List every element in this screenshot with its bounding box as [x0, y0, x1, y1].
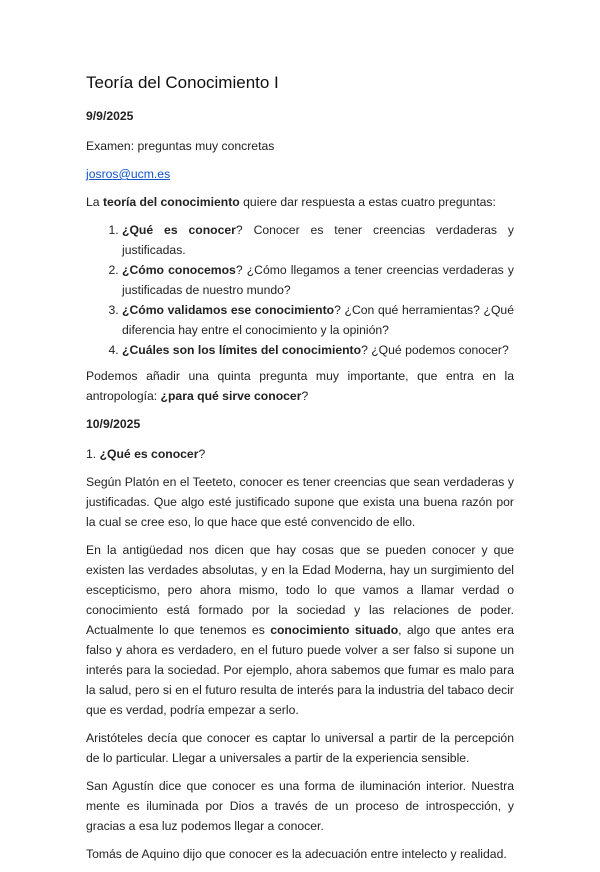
question-bold: ¿Qué es conocer	[122, 223, 236, 237]
intro-pre: La	[86, 195, 103, 209]
fifth-bold: ¿para qué sirve conocer	[160, 389, 302, 403]
antiguedad-pre: En la antigüedad nos dicen que hay cosas que se pueden conocer y que existen las verdades absolutas, y en la Edad Moderna, hay un surgimiento del escepticismo, pero ahora mismo, todo lo que vamos a llamar verdad o conocimiento está formado por la sociedad y las relaciones de poder. Actualmente lo que tenemos es	[86, 543, 514, 637]
paragraph-platon: Según Platón en el Teeteto, conocer es tener creencias que sean verdaderas y justificadas. Que algo esté justificado supone que exista una buena razón por la cual se cree eso, lo que hace que esté convencido de ello.	[86, 475, 514, 529]
document-title: Teoría del Conocimiento I	[86, 73, 279, 92]
antiguedad-bold: conocimiento situado	[270, 623, 399, 637]
fifth-post: ?	[301, 389, 309, 403]
question-bold: ¿Cuáles son los límites del conocimiento	[122, 343, 362, 357]
section-number: 1.	[86, 447, 100, 461]
paragraph-antiguedad	[86, 540, 514, 720]
intro-bold: teoría del conocimiento	[102, 195, 240, 209]
question-rest: ? ¿Cómo llegamos a tener creencias verdaderas y justificadas de nuestro mundo?	[122, 263, 514, 297]
question-rest: ? ¿Con qué herramientas? ¿Qué diferencia hay entre el conocimiento y la opinión?	[122, 303, 514, 337]
intro-post: quiere dar respuesta a estas cuatro preguntas:	[239, 195, 496, 209]
question-bold: ¿Cómo validamos ese conocimiento	[122, 303, 335, 317]
paragraph-aquino: Tomás de Aquino dijo que conocer es la adecuación entre intelecto y realidad.	[86, 847, 507, 861]
section-bold: ¿Qué es conocer	[99, 447, 199, 461]
list-item	[122, 220, 514, 260]
question-bold: ¿Cómo conocemos	[122, 263, 236, 277]
email-link[interactable]: josros@ucm.es	[86, 167, 171, 181]
paragraph-aristoteles: Aristóteles decía que conocer es captar lo universal a partir de la percepción de lo particular. Llegar a universales a partir de la experiencia sensible.	[86, 731, 514, 765]
paragraph-agustin: San Agustín dice que conocer es una forma de iluminación interior. Nuestra mente es iluminada por Dios a través de un proceso de introspección, y gracias a esa luz podemos llegar a conocer.	[86, 779, 514, 833]
section-post: ?	[198, 447, 206, 461]
intro-paragraph	[86, 192, 514, 212]
document-page	[86, 70, 514, 872]
list-item	[122, 300, 514, 340]
questions-list	[86, 220, 514, 360]
exam-note: Examen: preguntas muy concretas	[86, 139, 275, 153]
list-item	[122, 340, 514, 360]
section-heading	[86, 444, 514, 464]
date-heading-1: 9/9/2025	[86, 109, 134, 123]
question-rest: ? Conocer es tener creencias verdaderas y justificadas.	[122, 223, 514, 257]
list-item	[122, 260, 514, 300]
antiguedad-post: , algo que antes era falso y ahora es verdadero, en el futuro puede volver a ser falso si supone un interés para la sociedad. Por ejemplo, ahora sabemos que fumar es malo para la salud, pero si en el futuro resulta de interés para la industria del tabaco decir que es verdad, podría empezar a serlo.	[86, 623, 514, 717]
email-link-line	[86, 164, 514, 184]
question-rest: ? ¿Qué podemos conocer?	[361, 343, 509, 357]
fifth-question-paragraph	[86, 366, 514, 406]
fifth-pre: Podemos añadir una quinta pregunta muy importante, que entra en la antropología:	[86, 369, 514, 403]
date-heading-2: 10/9/2025	[86, 417, 141, 431]
